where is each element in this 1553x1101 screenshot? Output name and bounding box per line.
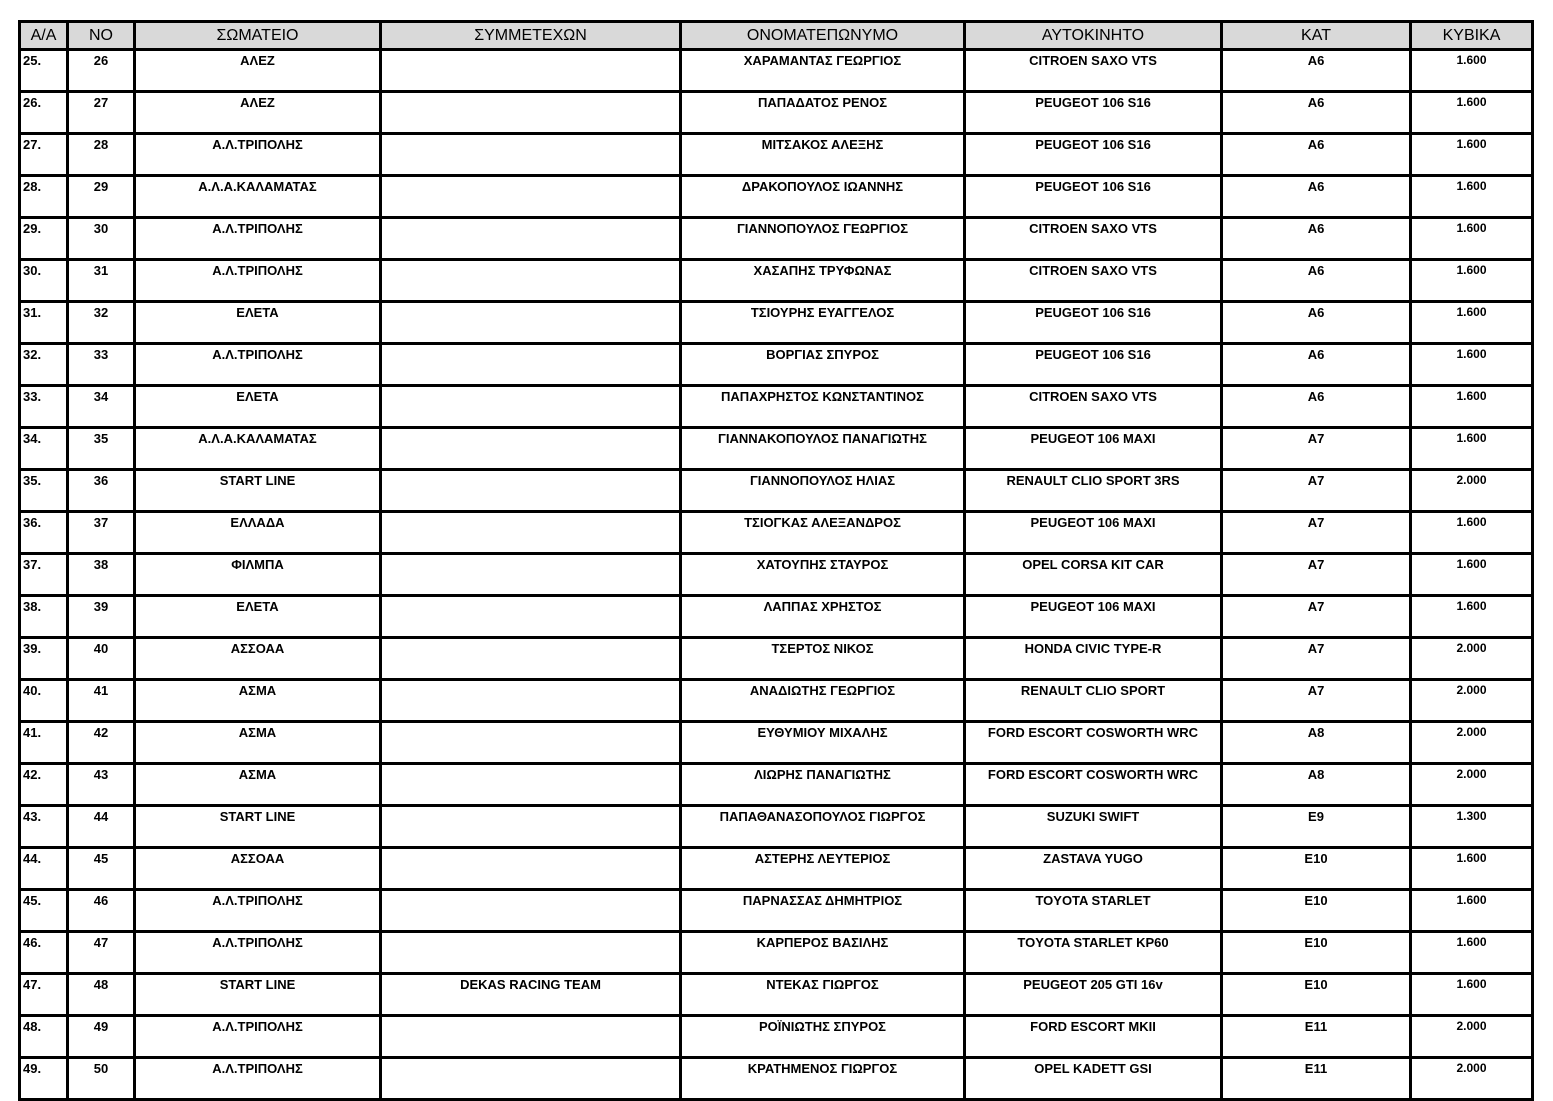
table-row [20,428,1533,470]
header-aytokinito: ΑΥΤΟΚΙΝΗΤΟ [965,22,1222,50]
cell-onomateponymo: ΡΟΪΝΙΩΤΗΣ ΣΠΥΡΟΣ [681,1016,965,1058]
header-no: ΝΟ [68,22,135,50]
cell-aytokinito: PEUGEOT 106 MAXI [965,428,1222,470]
cell-onomateponymo: ΠΑΠΑΔΑΤΟΣ ΡΕΝΟΣ [681,92,965,134]
cell-somateio: Α.Λ.ΤΡΙΠΟΛΗΣ [135,260,381,302]
cell-kybika: 1.600 [1411,50,1533,92]
table-row [20,218,1533,260]
table-row [20,1016,1533,1058]
cell-no: 46 [68,890,135,932]
cell-symmetexon [381,596,681,638]
cell-no: 44 [68,806,135,848]
cell-symmetexon [381,890,681,932]
cell-kybika: 1.600 [1411,512,1533,554]
table-row [20,512,1533,554]
cell-symmetexon [381,638,681,680]
cell-kat: E10 [1222,932,1411,974]
cell-symmetexon [381,302,681,344]
cell-symmetexon [381,932,681,974]
cell-symmetexon [381,764,681,806]
header-onomateponymo: ΟΝΟΜΑΤΕΠΩΝΥΜΟ [681,22,965,50]
cell-onomateponymo: ΛΙΩΡΗΣ ΠΑΝΑΓΙΩΤΗΣ [681,764,965,806]
cell-somateio: Α.Λ.ΤΡΙΠΟΛΗΣ [135,218,381,260]
cell-no: 34 [68,386,135,428]
cell-aa: 32. [20,344,68,386]
cell-somateio: Α.Λ.ΤΡΙΠΟΛΗΣ [135,890,381,932]
cell-somateio: ΕΛΕΤΑ [135,596,381,638]
cell-kat: A6 [1222,92,1411,134]
cell-no: 33 [68,344,135,386]
cell-aa: 31. [20,302,68,344]
cell-onomateponymo: ΤΣΕΡΤΟΣ ΝΙΚΟΣ [681,638,965,680]
cell-kybika: 2.000 [1411,680,1533,722]
cell-aytokinito: ZASTAVA YUGO [965,848,1222,890]
cell-symmetexon [381,92,681,134]
cell-kat: A8 [1222,722,1411,764]
cell-aytokinito: PEUGEOT 106 S16 [965,134,1222,176]
entry-list-table [18,20,1534,1101]
cell-aa: 42. [20,764,68,806]
cell-aytokinito: PEUGEOT 106 S16 [965,302,1222,344]
cell-aa: 49. [20,1058,68,1100]
cell-no: 37 [68,512,135,554]
cell-aytokinito: OPEL KADETT GSI [965,1058,1222,1100]
cell-kybika: 2.000 [1411,722,1533,764]
cell-kat: A6 [1222,260,1411,302]
cell-aytokinito: CITROEN SAXO VTS [965,386,1222,428]
cell-kybika: 1.600 [1411,92,1533,134]
cell-aa: 41. [20,722,68,764]
cell-kat: E11 [1222,1058,1411,1100]
cell-kat: E11 [1222,1016,1411,1058]
cell-aytokinito: TOYOTA STARLET [965,890,1222,932]
cell-onomateponymo: ΜΙΤΣΑΚΟΣ ΑΛΕΞΗΣ [681,134,965,176]
cell-kybika: 1.600 [1411,932,1533,974]
cell-symmetexon [381,806,681,848]
cell-no: 31 [68,260,135,302]
cell-onomateponymo: ΤΣΙΟΥΡΗΣ ΕΥΑΓΓΕΛΟΣ [681,302,965,344]
cell-symmetexon [381,386,681,428]
cell-symmetexon [381,1016,681,1058]
cell-symmetexon [381,470,681,512]
cell-aytokinito: CITROEN SAXO VTS [965,260,1222,302]
cell-onomateponymo: ΛΑΠΠΑΣ ΧΡΗΣΤΟΣ [681,596,965,638]
table-row [20,554,1533,596]
cell-aa: 39. [20,638,68,680]
cell-aytokinito: RENAULT CLIO SPORT [965,680,1222,722]
cell-kat: A7 [1222,596,1411,638]
cell-kybika: 1.600 [1411,848,1533,890]
cell-aa: 46. [20,932,68,974]
cell-onomateponymo: ΓΙΑΝΝΑΚΟΠΟΥΛΟΣ ΠΑΝΑΓΙΩΤΗΣ [681,428,965,470]
cell-kybika: 1.600 [1411,134,1533,176]
cell-onomateponymo: ΕΥΘΥΜΙΟΥ ΜΙΧΑΛΗΣ [681,722,965,764]
cell-aa: 45. [20,890,68,932]
cell-somateio: Α.Λ.ΤΡΙΠΟΛΗΣ [135,1058,381,1100]
cell-onomateponymo: ΠΑΠΑΘΑΝΑΣΟΠΟΥΛΟΣ ΓΙΩΡΓΟΣ [681,806,965,848]
table-row [20,386,1533,428]
table-row [20,344,1533,386]
cell-onomateponymo: ΑΝΑΔΙΩΤΗΣ ΓΕΩΡΓΙΟΣ [681,680,965,722]
header-aa: Α/Α [20,22,68,50]
cell-no: 39 [68,596,135,638]
cell-onomateponymo: ΤΣΙΟΓΚΑΣ ΑΛΕΞΑΝΔΡΟΣ [681,512,965,554]
cell-aa: 40. [20,680,68,722]
cell-no: 40 [68,638,135,680]
table-row [20,764,1533,806]
cell-somateio: Α.Λ.ΤΡΙΠΟΛΗΣ [135,1016,381,1058]
cell-onomateponymo: ΧΑΡΑΜΑΝΤΑΣ ΓΕΩΡΓΙΟΣ [681,50,965,92]
cell-aa: 28. [20,176,68,218]
cell-onomateponymo: ΔΡΑΚΟΠΟΥΛΟΣ ΙΩΑΝΝΗΣ [681,176,965,218]
cell-kybika: 1.600 [1411,554,1533,596]
cell-aa: 44. [20,848,68,890]
cell-kybika: 2.000 [1411,764,1533,806]
cell-somateio: ΦΙΛΜΠΑ [135,554,381,596]
cell-kat: A6 [1222,344,1411,386]
cell-onomateponymo: ΚΡΑΤΗΜΕΝΟΣ ΓΙΩΡΓΟΣ [681,1058,965,1100]
cell-aa: 26. [20,92,68,134]
cell-aa: 38. [20,596,68,638]
cell-no: 48 [68,974,135,1016]
cell-kat: A6 [1222,218,1411,260]
cell-aytokinito: PEUGEOT 106 MAXI [965,596,1222,638]
table-row [20,50,1533,92]
cell-onomateponymo: ΧΑΣΑΠΗΣ ΤΡΥΦΩΝΑΣ [681,260,965,302]
cell-symmetexon [381,134,681,176]
cell-kat: A8 [1222,764,1411,806]
cell-aytokinito: HONDA CIVIC TYPE-R [965,638,1222,680]
cell-aa: 47. [20,974,68,1016]
table-row [20,176,1533,218]
cell-onomateponymo: ΚΑΡΠΕΡΟΣ ΒΑΣΙΛΗΣ [681,932,965,974]
table-row [20,260,1533,302]
cell-kybika: 1.600 [1411,176,1533,218]
cell-somateio: Α.Λ.Α.ΚΑΛΑΜΑΤΑΣ [135,428,381,470]
cell-symmetexon [381,428,681,470]
cell-no: 36 [68,470,135,512]
cell-aa: 25. [20,50,68,92]
cell-kybika: 2.000 [1411,1058,1533,1100]
header-row [20,22,1533,50]
cell-onomateponymo: ΧΑΤΟΥΠΗΣ ΣΤΑΥΡΟΣ [681,554,965,596]
table-row [20,302,1533,344]
cell-symmetexon [381,512,681,554]
entry-rows [20,50,1533,1100]
cell-kybika: 1.600 [1411,260,1533,302]
cell-symmetexon: DEKAS RACING TEAM [381,974,681,1016]
cell-somateio: ΑΣΜΑ [135,680,381,722]
cell-no: 27 [68,92,135,134]
cell-kat: A6 [1222,176,1411,218]
cell-kybika: 1.600 [1411,218,1533,260]
cell-aa: 33. [20,386,68,428]
cell-kybika: 2.000 [1411,470,1533,512]
cell-somateio: ΑΣΣΟΑΑ [135,848,381,890]
cell-aa: 37. [20,554,68,596]
cell-somateio: Α.Λ.ΤΡΙΠΟΛΗΣ [135,134,381,176]
cell-aytokinito: PEUGEOT 106 S16 [965,176,1222,218]
cell-kybika: 1.300 [1411,806,1533,848]
cell-aytokinito: TOYOTA STARLET KP60 [965,932,1222,974]
cell-kybika: 1.600 [1411,890,1533,932]
cell-somateio: ΑΛΕΖ [135,50,381,92]
cell-kat: A7 [1222,470,1411,512]
cell-aytokinito: FORD ESCORT COSWORTH WRC [965,722,1222,764]
cell-aytokinito: SUZUKI SWIFT [965,806,1222,848]
cell-symmetexon [381,218,681,260]
cell-somateio: ΑΣΜΑ [135,764,381,806]
cell-somateio: Α.Λ.ΤΡΙΠΟΛΗΣ [135,344,381,386]
table-row [20,974,1533,1016]
cell-somateio: ΑΛΕΖ [135,92,381,134]
cell-aa: 36. [20,512,68,554]
cell-aytokinito: PEUGEOT 205 GTI 16v [965,974,1222,1016]
cell-somateio: ΕΛΕΤΑ [135,302,381,344]
cell-aa: 43. [20,806,68,848]
cell-kat: A7 [1222,554,1411,596]
cell-aytokinito: FORD ESCORT COSWORTH WRC [965,764,1222,806]
cell-somateio: START LINE [135,806,381,848]
cell-no: 26 [68,50,135,92]
cell-no: 29 [68,176,135,218]
cell-kat: A6 [1222,386,1411,428]
cell-no: 45 [68,848,135,890]
cell-symmetexon [381,680,681,722]
cell-kat: E10 [1222,974,1411,1016]
header-somateio: ΣΩΜΑΤΕΙΟ [135,22,381,50]
cell-aytokinito: PEUGEOT 106 MAXI [965,512,1222,554]
cell-kat: A6 [1222,134,1411,176]
cell-symmetexon [381,722,681,764]
cell-no: 41 [68,680,135,722]
cell-somateio: ΑΣΣΟΑΑ [135,638,381,680]
cell-aytokinito: CITROEN SAXO VTS [965,50,1222,92]
cell-kat: A7 [1222,512,1411,554]
cell-no: 47 [68,932,135,974]
cell-kat: A7 [1222,638,1411,680]
cell-no: 49 [68,1016,135,1058]
cell-symmetexon [381,848,681,890]
table-row [20,932,1533,974]
table-row [20,890,1533,932]
cell-kat: A6 [1222,50,1411,92]
cell-onomateponymo: ΝΤΕΚΑΣ ΓΙΩΡΓΟΣ [681,974,965,1016]
cell-somateio: ΕΛΕΤΑ [135,386,381,428]
cell-onomateponymo: ΑΣΤΕΡΗΣ ΛΕΥΤΕΡΙΟΣ [681,848,965,890]
cell-aytokinito: RENAULT CLIO SPORT 3RS [965,470,1222,512]
table-row [20,848,1533,890]
cell-somateio: Α.Λ.Α.ΚΑΛΑΜΑΤΑΣ [135,176,381,218]
cell-no: 28 [68,134,135,176]
cell-kybika: 1.600 [1411,596,1533,638]
cell-onomateponymo: ΓΙΑΝΝΟΠΟΥΛΟΣ ΗΛΙΑΣ [681,470,965,512]
cell-no: 32 [68,302,135,344]
cell-aa: 34. [20,428,68,470]
cell-aa: 48. [20,1016,68,1058]
cell-kybika: 2.000 [1411,638,1533,680]
cell-aytokinito: FORD ESCORT MKII [965,1016,1222,1058]
cell-onomateponymo: ΒΟΡΓΙΑΣ ΣΠΥΡΟΣ [681,344,965,386]
table-row [20,722,1533,764]
cell-somateio: ΑΣΜΑ [135,722,381,764]
cell-kybika: 1.600 [1411,974,1533,1016]
cell-kat: E10 [1222,848,1411,890]
cell-symmetexon [381,176,681,218]
cell-kat: E10 [1222,890,1411,932]
cell-somateio: START LINE [135,470,381,512]
header-symmetexon: ΣΥΜΜΕΤΕΧΩΝ [381,22,681,50]
cell-kybika: 2.000 [1411,1016,1533,1058]
table-row [20,596,1533,638]
cell-somateio: Α.Λ.ΤΡΙΠΟΛΗΣ [135,932,381,974]
cell-aytokinito: PEUGEOT 106 S16 [965,344,1222,386]
cell-no: 30 [68,218,135,260]
cell-onomateponymo: ΠΑΡΝΑΣΣΑΣ ΔΗΜΗΤΡΙΟΣ [681,890,965,932]
cell-no: 42 [68,722,135,764]
cell-kybika: 1.600 [1411,302,1533,344]
cell-no: 50 [68,1058,135,1100]
cell-aa: 29. [20,218,68,260]
table-row [20,92,1533,134]
cell-symmetexon [381,344,681,386]
cell-aa: 30. [20,260,68,302]
cell-aa: 27. [20,134,68,176]
table-row [20,134,1533,176]
cell-no: 35 [68,428,135,470]
cell-onomateponymo: ΠΑΠΑΧΡΗΣΤΟΣ ΚΩΝΣΤΑΝΤΙΝΟΣ [681,386,965,428]
cell-symmetexon [381,554,681,596]
cell-kat: A7 [1222,680,1411,722]
cell-symmetexon [381,50,681,92]
cell-aytokinito: OPEL CORSA KIT CAR [965,554,1222,596]
header-kat: ΚΑΤ [1222,22,1411,50]
table-row [20,680,1533,722]
cell-kybika: 1.600 [1411,428,1533,470]
cell-no: 43 [68,764,135,806]
cell-symmetexon [381,260,681,302]
cell-aytokinito: PEUGEOT 106 S16 [965,92,1222,134]
header-kybika: ΚΥΒΙΚΑ [1411,22,1533,50]
cell-onomateponymo: ΓΙΑΝΝΟΠΟΥΛΟΣ ΓΕΩΡΓΙΟΣ [681,218,965,260]
cell-no: 38 [68,554,135,596]
cell-kat: E9 [1222,806,1411,848]
table-row [20,470,1533,512]
table-row [20,806,1533,848]
cell-kybika: 1.600 [1411,344,1533,386]
cell-somateio: ΕΛΛΑΔΑ [135,512,381,554]
cell-kat: A7 [1222,428,1411,470]
cell-aytokinito: CITROEN SAXO VTS [965,218,1222,260]
table-row [20,638,1533,680]
cell-kybika: 1.600 [1411,386,1533,428]
cell-somateio: START LINE [135,974,381,1016]
cell-kat: A6 [1222,302,1411,344]
cell-aa: 35. [20,470,68,512]
entry-list-sheet [18,20,1534,1101]
